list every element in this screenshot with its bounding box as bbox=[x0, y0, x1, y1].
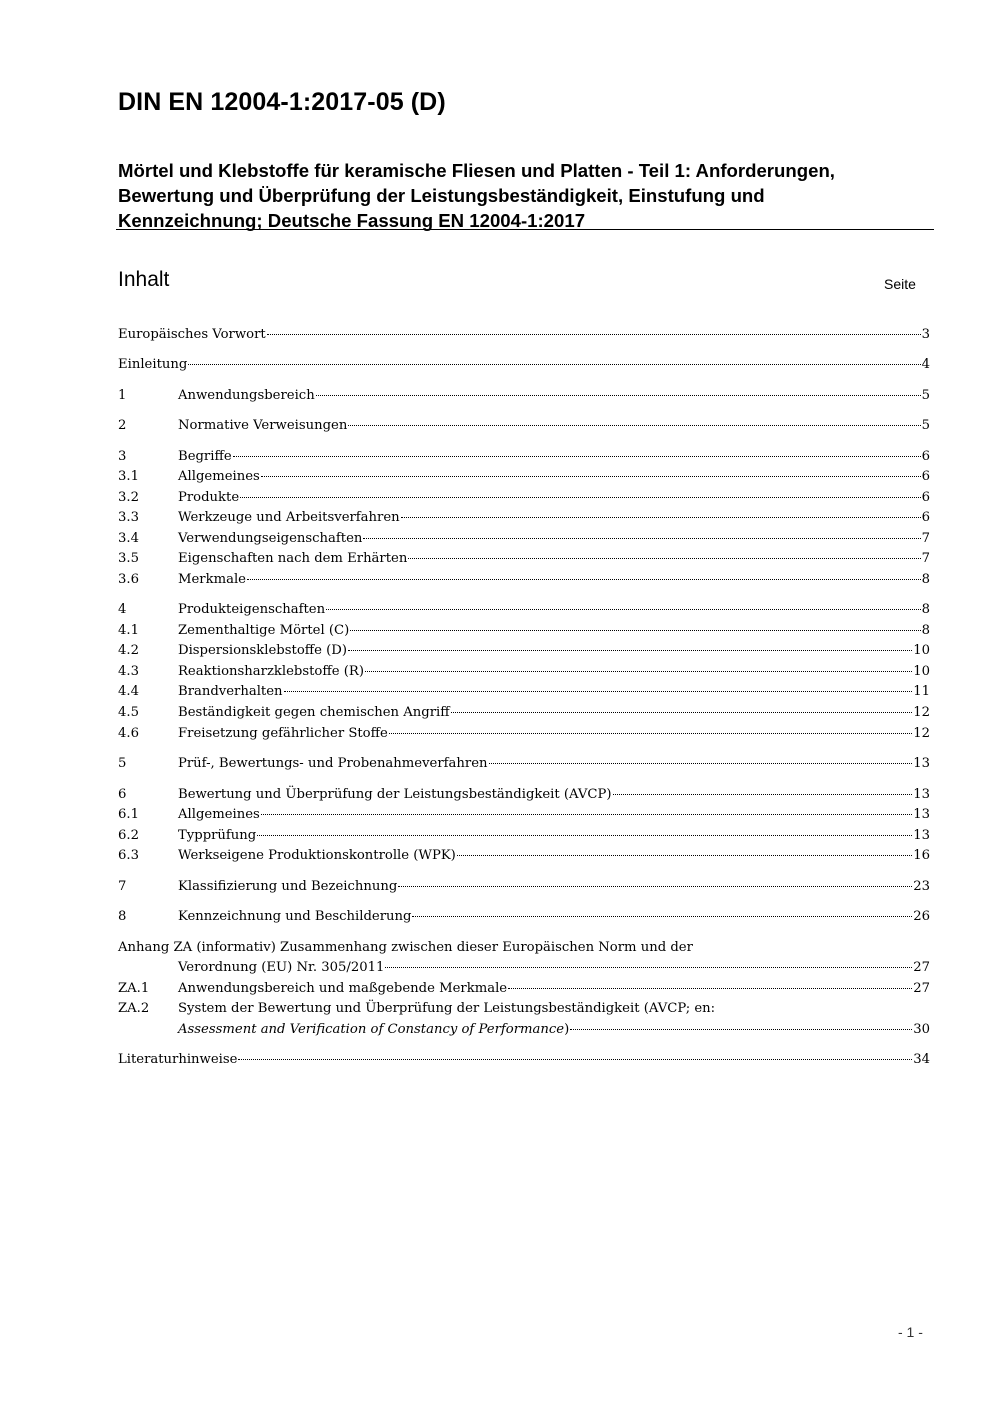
toc-leader-dots bbox=[348, 425, 920, 426]
toc-entry-page: 8 bbox=[921, 602, 930, 617]
toc-entry-page: 10 bbox=[913, 664, 930, 679]
toc-entry-label: Merkmale bbox=[178, 572, 246, 587]
toc-leader-dots bbox=[284, 691, 913, 692]
toc-leader-dots bbox=[570, 1029, 912, 1030]
toc-entry-4-1[interactable] bbox=[118, 621, 930, 641]
toc-entry-za-1[interactable] bbox=[118, 979, 930, 999]
toc-entry-3-4[interactable] bbox=[118, 529, 930, 549]
toc-entry-page: 6 bbox=[921, 469, 930, 484]
toc-entry-literaturhinweise[interactable] bbox=[118, 1050, 930, 1070]
toc-entry-number: 3.4 bbox=[118, 531, 139, 546]
toc-heading: Inhalt bbox=[118, 268, 170, 291]
document-title-line: Mörtel und Klebstoffe für keramische Fliesen und Platten - Teil 1: Anforderungen, bbox=[118, 160, 835, 181]
toc-leader-dots bbox=[365, 671, 912, 672]
toc-entry-8[interactable] bbox=[118, 907, 930, 927]
toc-entry-label: Einleitung bbox=[118, 357, 188, 372]
toc-entry-number: 4.3 bbox=[118, 664, 139, 679]
toc-entry-page: 4 bbox=[921, 357, 930, 372]
toc-entry-number: 4.4 bbox=[118, 684, 139, 699]
toc-entry-4-6[interactable] bbox=[118, 724, 930, 744]
toc-entry-label: Werkseigene Produktionskontrolle (WPK) bbox=[178, 848, 456, 863]
toc-entry-label: Typprüfung bbox=[178, 828, 257, 843]
toc-leader-dots bbox=[316, 395, 921, 396]
toc-leader-dots bbox=[240, 497, 920, 498]
toc-entry-label: Produkte bbox=[178, 490, 240, 505]
toc-entry-label: Anhang ZA (informativ) Zusammenhang zwischen dieser Europäischen Norm und der bbox=[118, 940, 693, 955]
toc-entry-6-3[interactable] bbox=[118, 846, 930, 866]
toc-leader-dots bbox=[401, 517, 921, 518]
toc-entry-label: Verordnung (EU) Nr. 305/2011 bbox=[178, 960, 385, 975]
toc-entry-number: 6.3 bbox=[118, 848, 139, 863]
toc-entry-za-2-cont[interactable] bbox=[118, 1020, 930, 1040]
toc-entry-label: Begriffe bbox=[178, 449, 232, 464]
toc-leader-dots bbox=[261, 476, 921, 477]
toc-entry-label: Beständigkeit gegen chemischen Angriff bbox=[178, 705, 450, 720]
toc-entry-label: Reaktionsharzklebstoffe (R) bbox=[178, 664, 364, 679]
toc-entry-number: 7 bbox=[118, 879, 127, 894]
toc-entry-number: 8 bbox=[118, 909, 127, 924]
toc-leader-dots bbox=[385, 967, 912, 968]
toc-entry-3-2[interactable] bbox=[118, 488, 930, 508]
toc-entry-label: Werkzeuge und Arbeitsverfahren bbox=[178, 510, 400, 525]
toc-entry-einleitung[interactable] bbox=[118, 355, 930, 375]
toc-entry-page: 13 bbox=[913, 807, 930, 822]
toc-entry-page: 27 bbox=[913, 960, 930, 975]
toc-leader-dots bbox=[257, 835, 912, 836]
toc-leader-dots bbox=[247, 579, 921, 580]
toc-entry-3-3[interactable] bbox=[118, 508, 930, 528]
toc-entry-label: Brandverhalten bbox=[178, 684, 283, 699]
toc-entry-4[interactable] bbox=[118, 600, 930, 620]
toc-leader-dots bbox=[188, 364, 920, 365]
toc-entry-number: 4.5 bbox=[118, 705, 139, 720]
toc-entry-number: 4.2 bbox=[118, 643, 139, 658]
toc-entry-anhang-za-cont[interactable] bbox=[118, 958, 930, 978]
toc-entry-label: Verwendungseigenschaften bbox=[178, 531, 363, 546]
toc-entry-page: 34 bbox=[913, 1052, 930, 1067]
toc-entry-za-2[interactable] bbox=[118, 999, 930, 1019]
toc-entry-4-2[interactable] bbox=[118, 641, 930, 661]
toc-entry-label-suffix: ) bbox=[564, 1022, 570, 1037]
document-title-line: Bewertung und Überprüfung der Leistungsbeständigkeit, Einstufung und bbox=[118, 185, 765, 206]
toc-leader-dots bbox=[451, 712, 913, 713]
toc-entry-number: 4 bbox=[118, 602, 127, 617]
toc-entry-page: 5 bbox=[921, 388, 930, 403]
toc-entry-3-6[interactable] bbox=[118, 570, 930, 590]
toc-entry-number: 3.2 bbox=[118, 490, 139, 505]
toc-leader-dots bbox=[261, 814, 912, 815]
toc-entry-label: Europäisches Vorwort bbox=[118, 327, 266, 342]
toc-leader-dots bbox=[408, 558, 920, 559]
toc-entry-number: 3.1 bbox=[118, 469, 139, 484]
toc-leader-dots bbox=[489, 763, 913, 764]
toc-entry-page: 26 bbox=[913, 909, 930, 924]
toc-entry-label: Dispersionsklebstoffe (D) bbox=[178, 643, 347, 658]
toc-page-column-label: Seite bbox=[884, 276, 916, 292]
toc-entry-page: 16 bbox=[913, 848, 930, 863]
toc-entry-page: 30 bbox=[913, 1022, 930, 1037]
toc-entry-number: 4.6 bbox=[118, 726, 139, 741]
toc-entry-page: 27 bbox=[913, 981, 930, 996]
toc-entry-number: 3.5 bbox=[118, 551, 139, 566]
toc-leader-dots bbox=[398, 886, 912, 887]
toc-leader-dots bbox=[457, 855, 912, 856]
toc-entry-3-1[interactable] bbox=[118, 467, 930, 487]
toc-entry-label: Produkteigenschaften bbox=[178, 602, 326, 617]
toc-leader-dots bbox=[326, 609, 921, 610]
toc-leader-dots bbox=[238, 1059, 912, 1060]
toc-entry-number: 5 bbox=[118, 756, 127, 771]
toc-entry-label: System der Bewertung und Überprüfung der Leistungsbeständigkeit (AVCP; en: bbox=[178, 1001, 716, 1016]
toc-entry-label: Literaturhinweise bbox=[118, 1052, 238, 1067]
toc-entry-label: Zementhaltige Mörtel (C) bbox=[178, 623, 350, 638]
toc-entry-4-4[interactable] bbox=[118, 682, 930, 702]
toc-entry-number: 1 bbox=[118, 388, 127, 403]
toc-entry-label: Allgemeines bbox=[178, 469, 260, 484]
toc-entry-number: ZA.1 bbox=[118, 981, 150, 996]
toc-entry-number: 6.2 bbox=[118, 828, 139, 843]
toc-entry-label: Allgemeines bbox=[178, 807, 260, 822]
toc-entry-anhang-za[interactable] bbox=[118, 938, 930, 958]
toc-entry-page: 11 bbox=[913, 684, 930, 699]
toc-entry-page: 7 bbox=[921, 551, 930, 566]
toc-entry-label-italic: Assessment and Verification of Constancy of Performance bbox=[178, 1022, 565, 1037]
toc-leader-dots bbox=[613, 794, 913, 795]
toc-entry-page: 8 bbox=[921, 623, 930, 638]
toc-entry-3-5[interactable] bbox=[118, 549, 930, 569]
toc-entry-4-5[interactable] bbox=[118, 703, 930, 723]
toc-entry-number: 2 bbox=[118, 418, 127, 433]
toc-entry-number: 3.3 bbox=[118, 510, 139, 525]
toc-entry-5[interactable] bbox=[118, 754, 930, 774]
toc-entry-label: Bewertung und Überprüfung der Leistungsbeständigkeit (AVCP) bbox=[178, 787, 612, 802]
toc-entry-page: 6 bbox=[921, 490, 930, 505]
toc-entry-page: 8 bbox=[921, 572, 930, 587]
toc-entry-page: 12 bbox=[913, 726, 930, 741]
toc-entry-page: 23 bbox=[913, 879, 930, 894]
toc-entry-number: 4.1 bbox=[118, 623, 139, 638]
toc-leader-dots bbox=[350, 630, 920, 631]
toc-entry-3[interactable] bbox=[118, 447, 930, 467]
toc-entry-number: 6.1 bbox=[118, 807, 139, 822]
toc-entry-1[interactable] bbox=[118, 386, 930, 406]
toc-entry-6-2[interactable] bbox=[118, 826, 930, 846]
toc-entry-7[interactable] bbox=[118, 877, 930, 897]
toc-entry-number: 3 bbox=[118, 449, 127, 464]
toc-entry-4-3[interactable] bbox=[118, 662, 930, 682]
toc-entry-2[interactable] bbox=[118, 416, 930, 436]
toc-entry-label: Klassifizierung und Bezeichnung bbox=[178, 879, 398, 894]
toc-entry-page: 10 bbox=[913, 643, 930, 658]
toc-leader-dots bbox=[412, 916, 912, 917]
toc-entry-label: Freisetzung gefährlicher Stoffe bbox=[178, 726, 388, 741]
toc-leader-dots bbox=[508, 988, 912, 989]
document-id: DIN EN 12004-1:2017-05 (D) bbox=[118, 88, 446, 116]
toc-leader-dots bbox=[348, 650, 912, 651]
toc-leader-dots bbox=[389, 733, 912, 734]
toc-entry-page: 6 bbox=[921, 510, 930, 525]
toc-entry-page: 13 bbox=[913, 787, 930, 802]
toc-entry-number: 6 bbox=[118, 787, 127, 802]
toc-entry-label: Eigenschaften nach dem Erhärten bbox=[178, 551, 408, 566]
toc-entry-number: ZA.2 bbox=[118, 1001, 150, 1016]
toc-entry-page: 6 bbox=[921, 449, 930, 464]
toc-entry-europaeisches-vorwort[interactable] bbox=[118, 325, 930, 345]
toc-leader-dots bbox=[363, 538, 920, 539]
toc-entry-label bbox=[178, 1020, 569, 1040]
document-title-line: Kennzeichnung; Deutsche Fassung EN 12004-1:2017 bbox=[118, 210, 586, 231]
toc-entry-label: Normative Verweisungen bbox=[178, 418, 348, 433]
toc-entry-page: 5 bbox=[921, 418, 930, 433]
toc-entry-label: Anwendungsbereich bbox=[178, 388, 315, 403]
toc-entry-label: Kennzeichnung und Beschilderung bbox=[178, 909, 412, 924]
toc-entry-label: Prüf-, Bewertungs- und Probenahmeverfahren bbox=[178, 756, 488, 771]
toc-entry-label: Anwendungsbereich und maßgebende Merkmale bbox=[178, 981, 508, 996]
toc-entry-page: 12 bbox=[913, 705, 930, 720]
toc-entry-page: 3 bbox=[921, 327, 930, 342]
toc-leader-dots bbox=[267, 334, 921, 335]
toc-entry-6[interactable] bbox=[118, 785, 930, 805]
footer-page-number: - 1 - bbox=[898, 1324, 923, 1340]
toc-entry-6-1[interactable] bbox=[118, 805, 930, 825]
toc-entry-number: 3.6 bbox=[118, 572, 139, 587]
table-of-contents bbox=[118, 0, 930, 1403]
toc-leader-dots bbox=[233, 456, 921, 457]
toc-entry-page: 7 bbox=[921, 531, 930, 546]
toc-entry-page: 13 bbox=[913, 828, 930, 843]
toc-entry-page: 13 bbox=[913, 756, 930, 771]
